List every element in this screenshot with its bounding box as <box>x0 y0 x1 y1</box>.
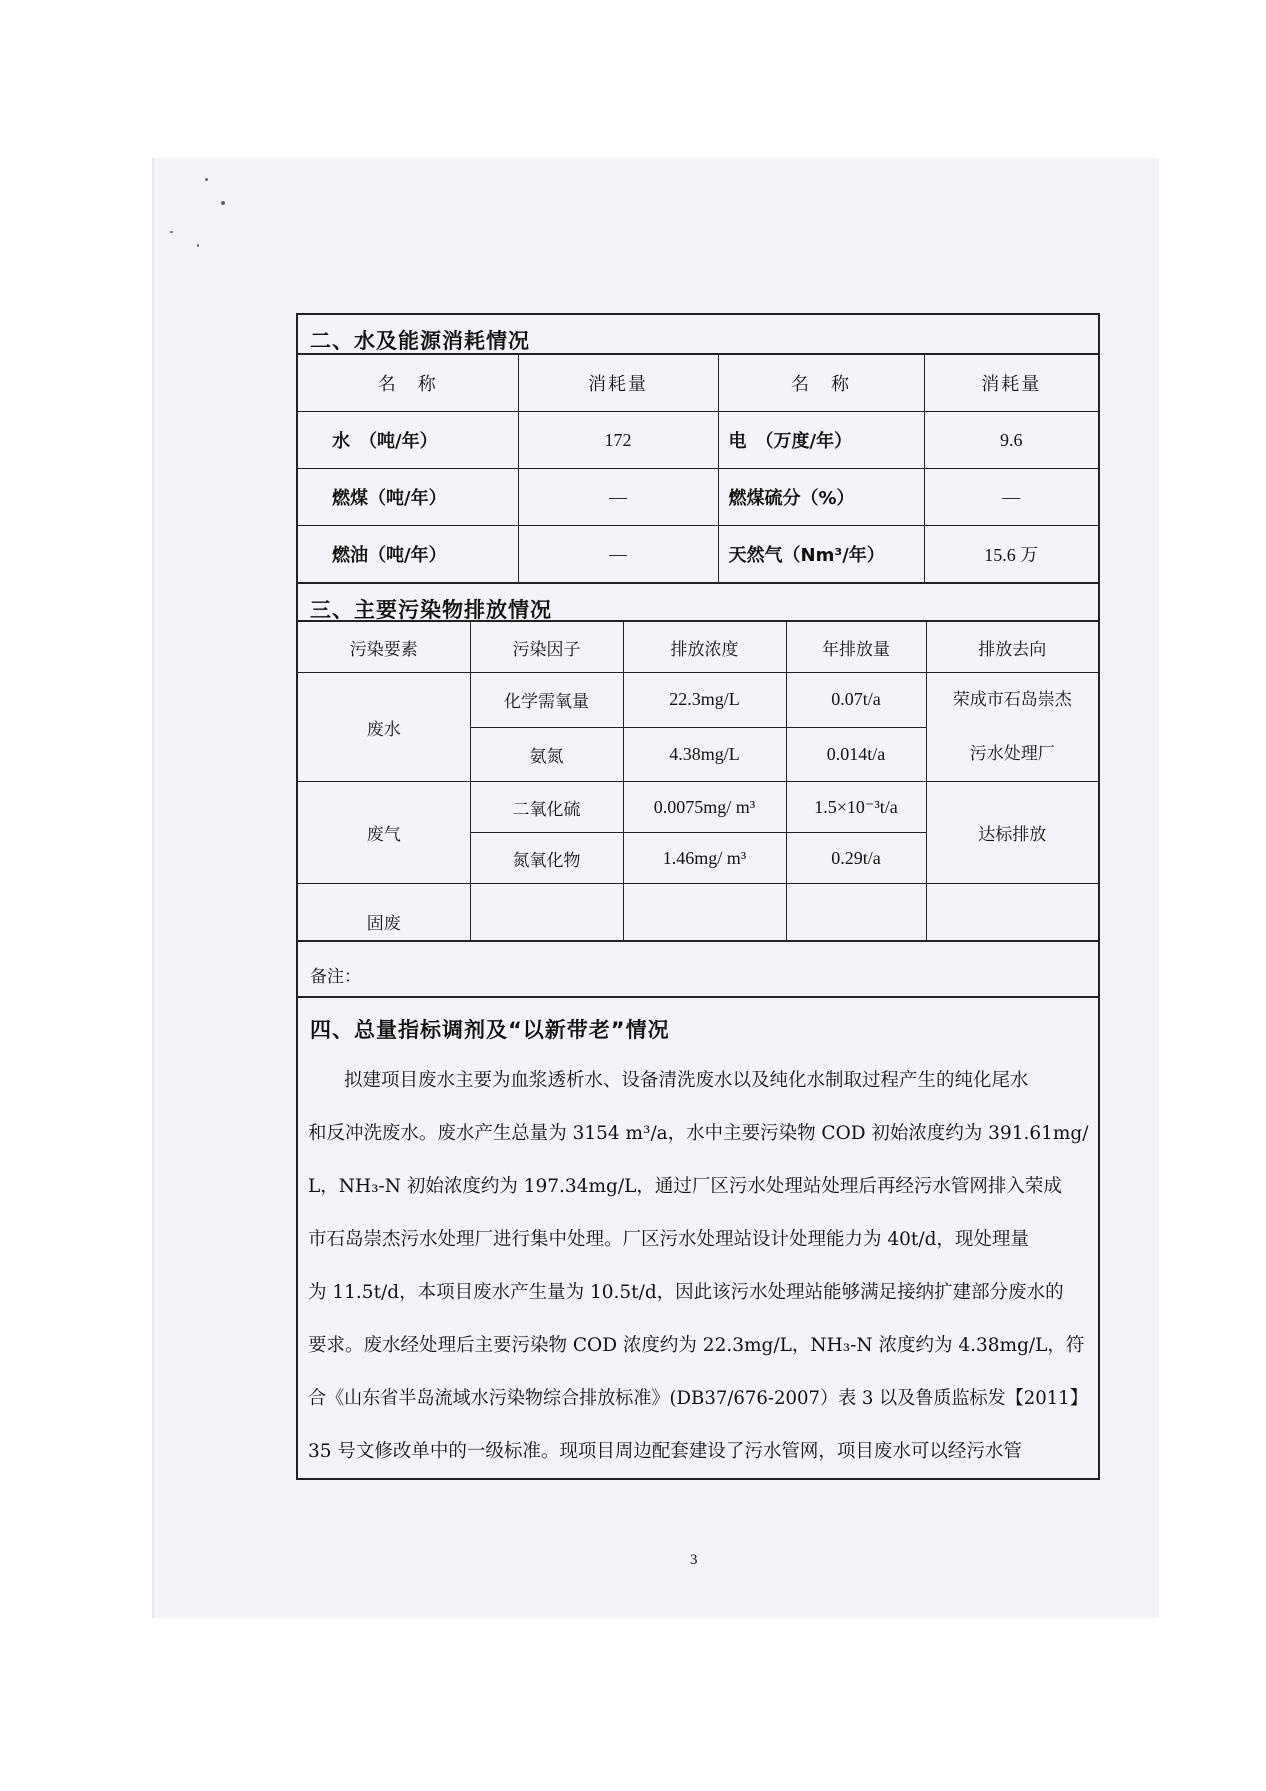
ammonia-concentration: 4.38mg/L <box>623 727 786 782</box>
remark: 备注： <box>298 940 1098 998</box>
wastewater-destination <box>926 673 1098 782</box>
scan-speck <box>197 244 199 247</box>
paragraph-line: 35 号文修改单中的一级标准。现项目周边配套建设了污水管网，项目废水可以经污水管 <box>308 1441 1022 1462</box>
paragraph-line: 合《山东省半岛流域水污染物综合排放标准》(DB37/676-2007）表 3 以及鲁质监标发【2011】 <box>308 1388 1088 1409</box>
electricity-value: 9.6 <box>924 412 1098 469</box>
solid-waste-destination <box>926 884 1098 941</box>
table-row <box>298 412 1098 469</box>
paragraph-line: 市石岛崇杰污水处理厂进行集中处理。厂区污水处理站设计处理能力为 40t/d，现处理量 <box>308 1229 1029 1250</box>
table-row <box>298 469 1098 526</box>
so2-concentration: 0.0075mg/ m³ <box>623 782 786 833</box>
coal-sulfur-label: 燃煤硫分（%） <box>718 469 924 526</box>
electricity-label: 电 （万度/年） <box>718 412 924 469</box>
cod-factor: 化学需氧量 <box>470 673 623 728</box>
nox-concentration: 1.46mg/ m³ <box>623 833 786 884</box>
wastewater-label: 废水 <box>298 673 470 782</box>
header-factor: 污染因子 <box>470 622 623 673</box>
natural-gas-value: 15.6 万 <box>924 526 1098 583</box>
header-element: 污染要素 <box>298 622 470 673</box>
table-row <box>298 526 1098 583</box>
header-name-1: 名 称 <box>298 355 518 412</box>
header-consumption-2: 消耗量 <box>924 355 1098 412</box>
paragraph-line: 要求。废水经处理后主要污染物 COD 浓度约为 22.3mg/L，NH₃-N 浓度约为 4.38mg/L，符 <box>308 1335 1085 1356</box>
energy-consumption-table <box>298 355 1098 582</box>
water-value: 172 <box>518 412 718 469</box>
coal-value: — <box>518 469 718 526</box>
header-consumption-1: 消耗量 <box>518 355 718 412</box>
table-header-row <box>298 622 1098 673</box>
solid-waste-factor <box>470 884 623 941</box>
solid-waste-concentration <box>623 884 786 941</box>
cod-concentration: 22.3mg/L <box>623 673 786 728</box>
section3-title: 三、主要污染物排放情况 <box>298 582 1098 622</box>
section4-title: 四、总量指标调剂及“以新带老”情况 <box>310 1018 670 1042</box>
section4-paragraph <box>298 1054 1098 1478</box>
pollutant-emission-table <box>298 622 1098 940</box>
header-name-2: 名 称 <box>718 355 924 412</box>
so2-factor: 二氧化硫 <box>470 782 623 833</box>
coal-sulfur-value: — <box>924 469 1098 526</box>
wastewater-destination-line2: 污水处理厂 <box>969 744 1055 764</box>
so2-annual: 1.5×10⁻³t/a <box>786 782 926 833</box>
wastegas-label: 废气 <box>298 782 470 884</box>
natural-gas-label: 天然气（Nm³/年） <box>718 526 924 583</box>
oil-label: 燃油（吨/年） <box>298 526 518 583</box>
table-row <box>298 782 1098 833</box>
cod-annual: 0.07t/a <box>786 673 926 728</box>
water-label: 水 （吨/年） <box>298 412 518 469</box>
table-row <box>298 673 1098 728</box>
oil-value: — <box>518 526 718 583</box>
wastewater-destination-line1: 荣成市石岛崇杰 <box>952 690 1072 710</box>
scan-speck <box>221 201 225 205</box>
solid-waste-label: 固废 <box>298 884 470 941</box>
nox-factor: 氮氧化物 <box>470 833 623 884</box>
paragraph-line: L，NH₃-N 初始浓度约为 197.34mg/L，通过厂区污水处理站处理后再经污水管网排入荣成 <box>308 1176 1062 1197</box>
coal-label: 燃煤（吨/年） <box>298 469 518 526</box>
ammonia-factor: 氨氮 <box>470 727 623 782</box>
header-destination: 排放去向 <box>926 622 1098 673</box>
paragraph-line: 为 11.5t/d，本项目废水产生量为 10.5t/d，因此该污水处理站能够满足接纳扩建部分废水的 <box>308 1282 1064 1303</box>
ammonia-annual: 0.014t/a <box>786 727 926 782</box>
header-annual: 年排放量 <box>786 622 926 673</box>
report-form <box>296 313 1100 1480</box>
wastegas-destination: 达标排放 <box>926 782 1098 884</box>
scan-speck <box>205 178 208 181</box>
section2-title: 二、水及能源消耗情况 <box>298 315 1098 355</box>
solid-waste-annual <box>786 884 926 941</box>
page-number: 3 <box>690 1552 698 1568</box>
table-header-row <box>298 355 1098 412</box>
nox-annual: 0.29t/a <box>786 833 926 884</box>
table-row <box>298 884 1098 941</box>
scan-speck <box>170 231 173 233</box>
paragraph-line: 拟建项目废水主要为血浆透析水、设备清洗废水以及纯化水制取过程产生的纯化尾水 <box>344 1070 1029 1091</box>
header-concentration: 排放浓度 <box>623 622 786 673</box>
paragraph-line: 和反冲洗废水。废水产生总量为 3154 m³/a，水中主要污染物 COD 初始浓度约为 391.61mg/ <box>308 1123 1089 1144</box>
